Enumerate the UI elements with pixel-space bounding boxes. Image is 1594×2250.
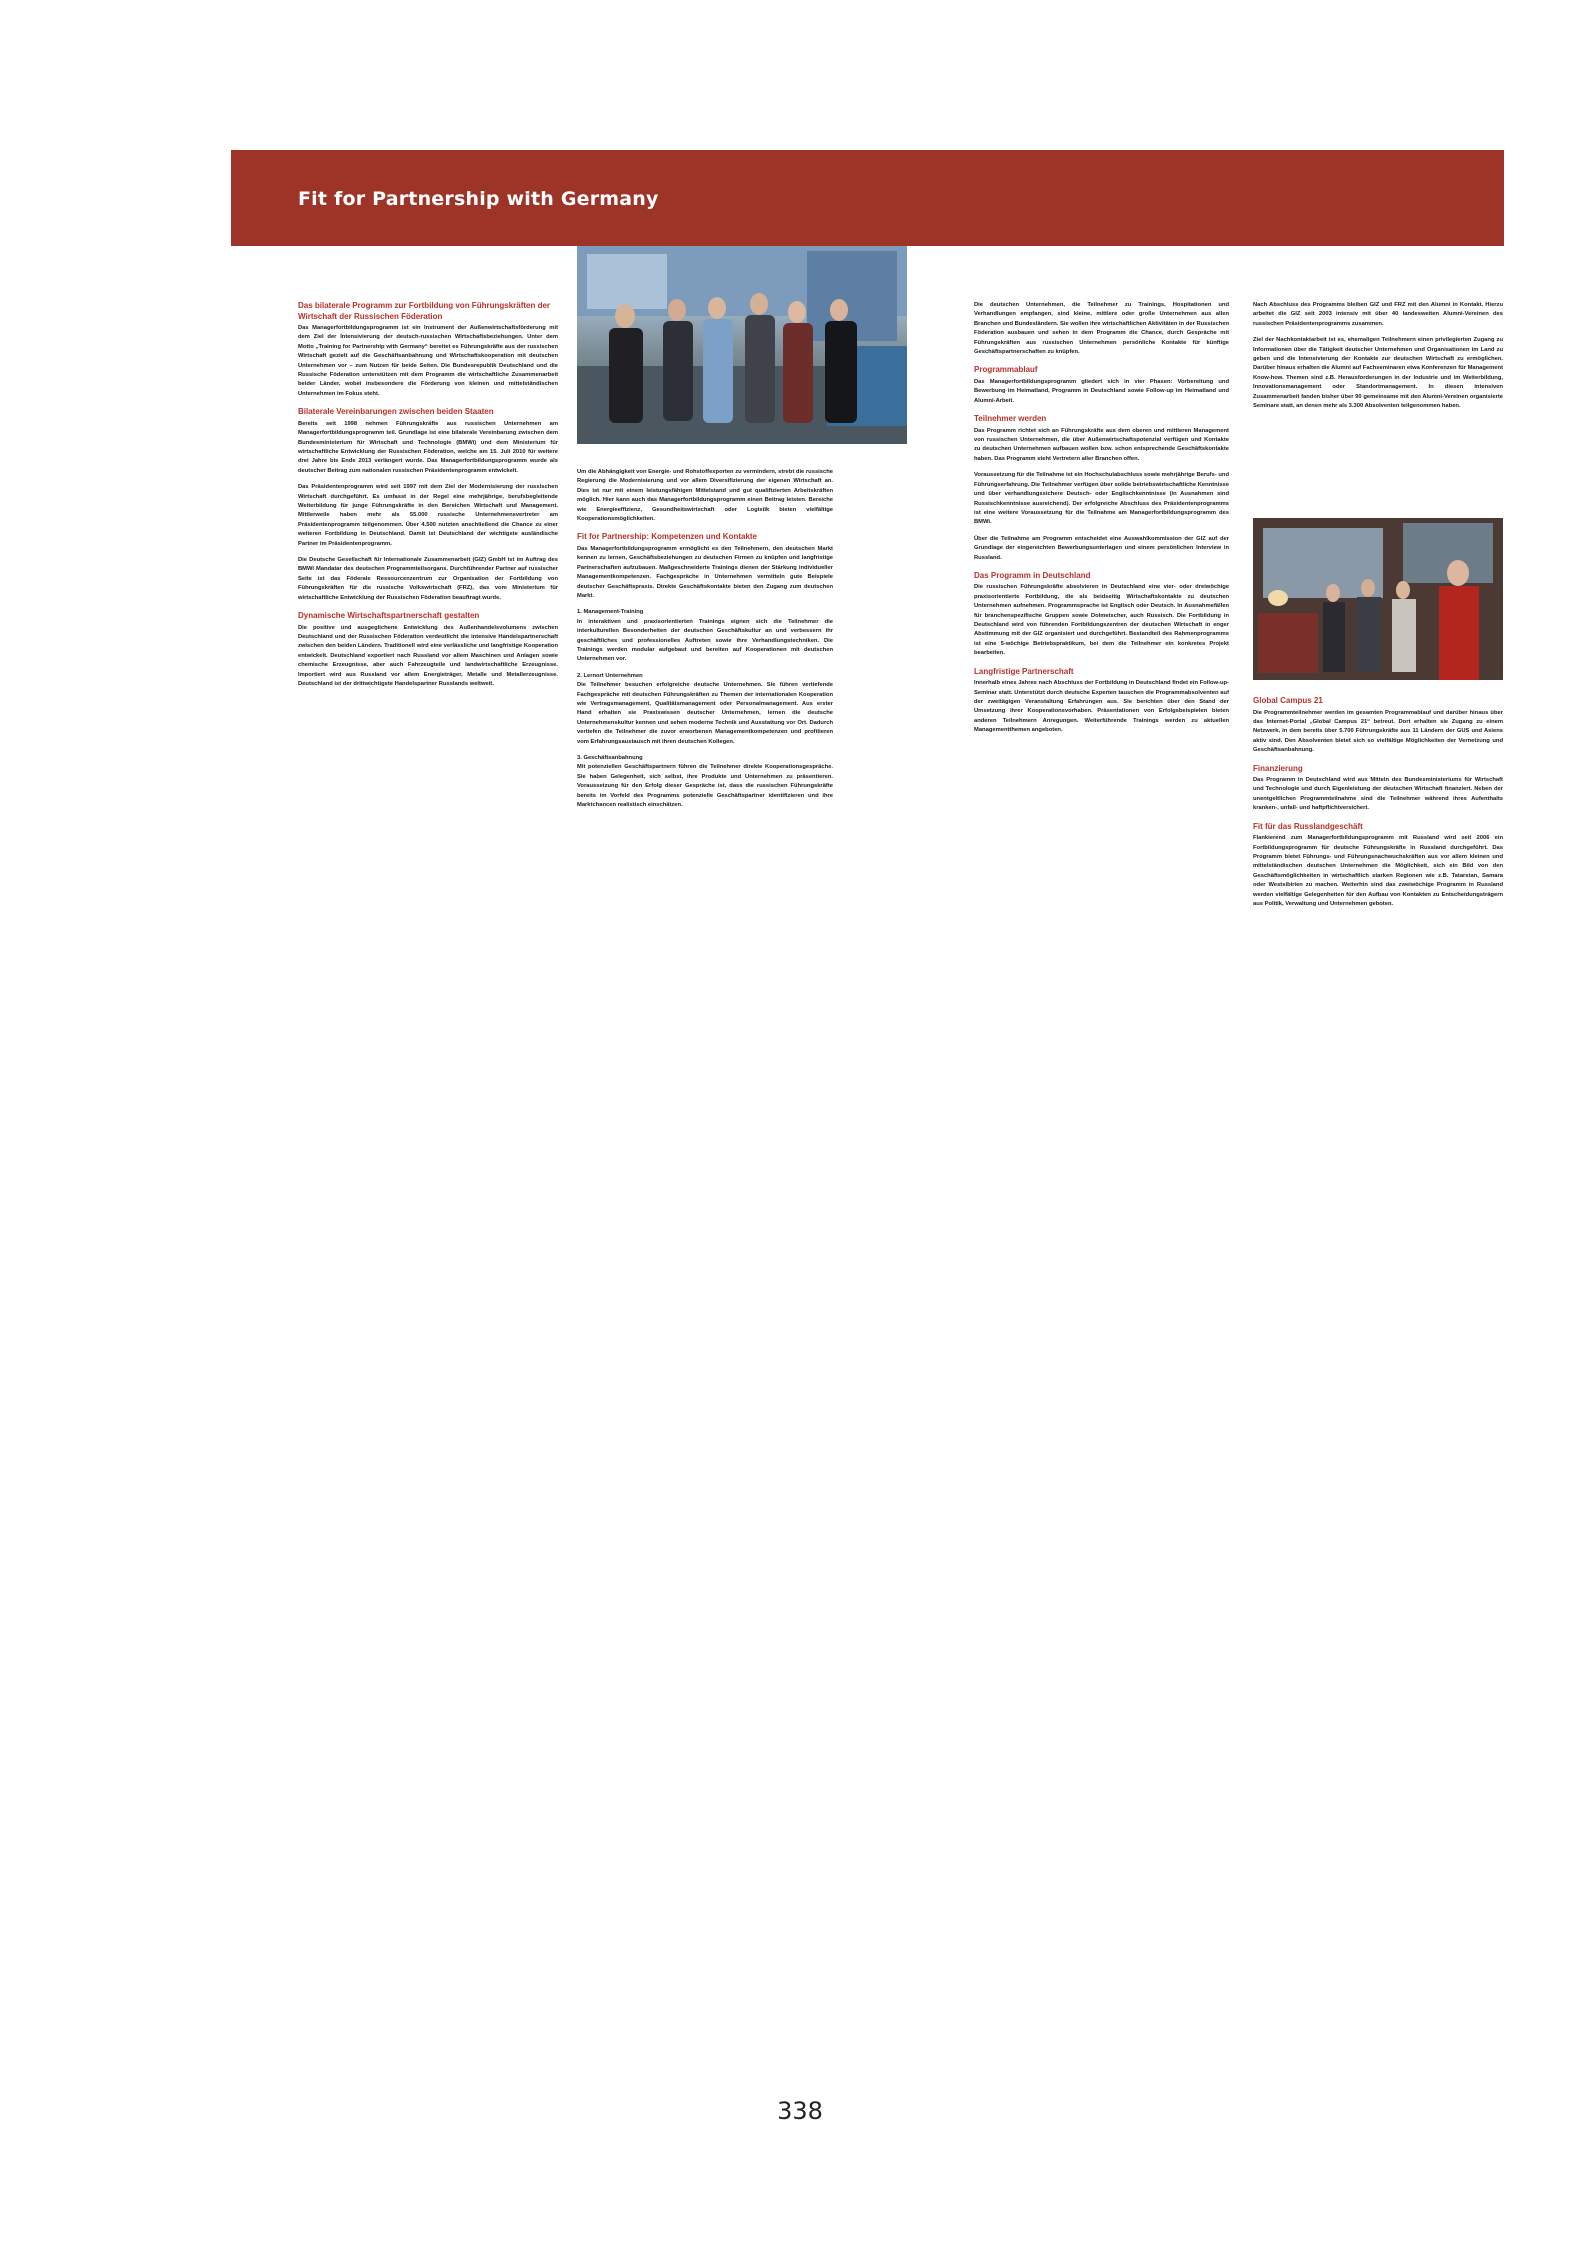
heading-bilaterale-vereinbarungen: Bilaterale Vereinbarungen zwischen beiden Staaten xyxy=(298,407,494,417)
paragraph: Über die Teilnahme am Programm entscheidet eine Auswahlkommission der GIZ auf der Grundlage der eingereichten Bewerbungsunterlagen und einem persönlichen Interview in Russland. xyxy=(974,535,1229,561)
heading-global-campus-21: Global Campus 21 xyxy=(1253,696,1323,705)
heading-langfristige-partnerschaft: Langfristige Partnerschaft xyxy=(974,666,1074,676)
heading-fit-fuer-russlandgeschaeft: Fit für das Russlandgeschäft xyxy=(1253,821,1363,831)
paragraph: Das Managerfortbildungsprogramm ist ein Instrument der Außenwirtschaftsförderung mit dem Ziel der Intensivierung der deutsch-russischen Wirtschaftsbeziehungen. Unter dem Motto „Training for Partnership with Germany“ bereitet es Führungskräfte aus der russischen Wirtschaft gezielt auf die Geschäftsanbahnung und Wirtschaftskooperation mit deutschen Unternehmen vor – zum Nutzen für beide Seiten. Die Bundesrepublik Deutschland und die Russische Föderation unterstützen mit dem Programm die wirtschaftliche Zusammenarbeit beider Länder, wobei insbesondere die Förderung von kleinen und mittelständischen Unternehmen im Fokus steht. xyxy=(298,325,558,397)
paragraph: Bereits seit 1998 nehmen Führungskräfte aus russischen Unternehmen am Managerfortbildungsprogramm teil. Grundlage ist eine bilaterale Vereinbarung zwischen dem Bundesministerium für Wirtschaft und Technologie (BMWi) und dem Ministerium für wirtschaftliche Entwicklung der Russischen Föderation, welche am 15. Juli 2010 für weitere drei Jahre bis Ende 2013 verlängert wurde. Das Managerfortbildungsprogramm wurde als deutscher Beitrag zum nationalen russischen Präsidentenprogramm entwickelt. xyxy=(298,420,558,474)
header-banner xyxy=(231,150,1504,246)
paragraph: Das Managerfortbildungsprogramm gliedert sich in vier Phasen: Vorbereitung und Bewerbung im Heimatland, Programm in Deutschland sowie Follow-up im Heimatland und Alumni-Arbeit. xyxy=(974,378,1229,404)
photo-meeting-room-image xyxy=(1253,518,1503,680)
photo-meeting-room xyxy=(1253,518,1503,680)
paragraph: Die Deutsche Gesellschaft für Internationale Zusammenarbeit (GIZ) GmbH ist im Auftrag des BMWi Mandatar des deutschen Programmteilsorgans. Durchführender Partner auf russischer Seite ist das Föderale Ressourcenzentrum zur Organisation der Fortbildung von Führungskräften für die russische Volkswirtschaft (FRZ), das vom Ministerium für wirtschaftliche Entwicklung der Russischen Föderation beauftragt wurde. xyxy=(298,557,558,601)
text-column-4-top xyxy=(1253,301,1503,418)
paragraph: Ziel der Nachkontaktarbeit ist es, ehemaligen Teilnehmern einen privilegierten Zugang zu Informationen über die Tätigkeit deutscher Unternehmen und Organisationen im Land zu geben und die Intensivierung der Kontakte zur deutschen Wirtschaft zu ermöglichen. Darüber hinaus erhalten die Alumni auf Fachseminaren etwa Konferenzen für Management Know-how. Themen sind z.B. Herausforderungen in der Industrie und im Weiterbildung, Innovationsmanagement oder Standortmanagement. In diesen intensiven Zusammenarbeit fanden bisher über 90 gemeinsame mit den Alumni-Vereinen organisierte Seminare statt, an denen mehr als 3.300 Absolventen teilgenommen haben. xyxy=(1253,337,1503,410)
paragraph: In interaktiven und praxisorientierten Trainings eignen sich die Teilnehmer die interkulturellen Besonderheiten der deutschen Geschäftskultur an und verbessern ihr geschäftliches und professionelles Auftreten sowie ihre Verhandlungstechniken. Die Trainings werden modular aufgebaut und bereiten auf Kooperationen mit deutschen Unternehmen vor. xyxy=(577,618,833,663)
paragraph: Flankierend zum Managerfortbildungsprogramm mit Russland wird seit 2006 ein Fortbildungsprogramm für deutsche Führungskräfte in Russland durchgeführt. Das Programm bietet Führungs- und Führungsnachwuchskräften aus vor allem kleinen und mittelständischen deutschen Unternehmen die Möglichkeit, sich ein Bild von den Geschäftsmöglichkeiten in wirtschaftlich starken Regionen wie z.B. Tatarstan, Samara oder Westsibirien zu machen. Weiterhin sind das zweiwöchige Programm in Russland werden vielfältige Gelegenheiten für den Aufbau von Kontakten zu Entscheidungsträgern aus Politik, Verwaltung und Unternehmen geboten. xyxy=(1253,835,1503,907)
paragraph: Die Programmteilnehmer werden im gesamten Programmablauf und darüber hinaus über das Internet-Portal „Global Campus 21“ betreut. Dort erhalten sie Zugang zu einem Netzwerk, in dem bereits über 5.700 Führungskräfte aus 11 Ländern der GUS und Asiens aktiv sind. Den Absolventen bietet sich so vielfältige Möglichkeiten der Vernetzung und Geschäftsanbahnung. xyxy=(1253,709,1503,754)
text-column-4-bottom xyxy=(1253,696,1503,916)
photo-group-factory xyxy=(577,246,907,444)
paragraph: Die deutschen Unternehmen, die Teilnehmer zu Trainings, Hospitationen und Verhandlungen empfangen, sind kleine, mittlere oder große Unternehmen aus allen Branchen und Bundesländern. Sie wollen ihre wirtschaftlichen Aktivitäten in der Russischen Föderation ausbauen und sehen in dem Programm die Chance, durch Gespräche mit Führungskräften aus russischen Unternehmen persönliche Kontakte für künftige Geschäftspartnerschaften zu knüpfen. xyxy=(974,302,1229,356)
paragraph: Voraussetzung für die Teilnahme ist ein Hochschulabschluss sowie mehrjährige Berufs- und Führungserfahrung. Die Teilnehmer verfügen über solide betriebswirtschaftliche Kenntnisse und über verhandlungssichere Deutsch- oder Englischkenntnisse (in Ausnahmen sind Russischkenntnisse ausreichend). Der erfolgreiche Abschluss des Präsidentenprogramms ist eine weitere Voraussetzung für die Teilnahme am Managerfortbildungsprogramm des BMWi. xyxy=(974,472,1229,526)
paragraph: Mit potenziellen Geschäftspartnern führen die Teilnehmer direkte Kooperationsgespräche. Sie haben Gelegenheit, sich selbst, ihre Produkte und Unternehmen zu präsentieren. Voraussetzung für den Erfolg dieser Gespräche ist, dass die russischen Führungskräfte bereits im Vorfeld des Programms potenzielle Geschäftspartner identifizieren und ihre Marktchancen realistisch einschätzen. xyxy=(577,764,833,809)
subheading-management-training: 1. Management-Training xyxy=(577,609,644,616)
photo-group-factory-image xyxy=(577,246,907,444)
text-column-3 xyxy=(974,301,1229,743)
paragraph: Die russischen Führungskräfte absolvieren in Deutschland eine vier- oder dreiwöchige praxisorientierte Fortbildung, die als beidseitig Wirtschaftskontakte zu deutschen Unternehmen aufnehmen. Programmsprache ist Englisch oder Deutsch. In Ausnahmefällen für branchenspezifische Gruppen sowie Dolmetscher, auch Russisch. Die Fortbildung in Deutschland wird von führenden Fortbildungszentren der deutschen Wirtschaft in enger Abstimmung mit der GIZ organisiert und durchgeführt. Bestandteil des Rahmenprogramms ist eine 5-wöchige Betriebspraktikum, bei dem die Teilnehmer ein konkretes Projekt bearbeiten. xyxy=(974,584,1229,657)
paragraph: Die positive und ausgeglichene Entwicklung des Außenhandelsvolumens zwischen Deutschland und der Russischen Föderation verdeutlicht die intensive Handelspartnerschaft zwischen den beiden Ländern. Traditionell wird eine verlässliche und langfristige Kooperation entwickelt. Deutschland exportiert nach Russland vor allem Maschinen und Anlagen sowie chemische Erzeugnisse, aber auch Fahrzeugteile und landwirtschaftliche Erzeugnisse. Importiert wird aus Russland vor allem Energieträger, Metalle und Metallerzeugnisse. Deutschland ist der drittwichtigste Handelspartner Russlands weltweit. xyxy=(298,624,558,687)
heading-teilnehmer-werden: Teilnehmer werden xyxy=(974,414,1047,424)
text-column-2 xyxy=(577,468,833,818)
paragraph: Das Managerfortbildungsprogramm ermöglicht es den Teilnehmern, den deutschen Markt kennen zu lernen, Geschäftsbeziehungen zu deutschen Firmen zu knüpfen und langfristige Partnerschaften aufzubauen. Maßgeschneiderte Trainings dienen der Stärkung individueller Managementkompetenzen. Fachgespräche in Unternehmen vermitteln gute Beispiele deutscher Geschäftspraxis. Direkte Geschäftskontakte bieten den Zugang zum deutschen Markt. xyxy=(577,545,833,599)
paragraph: Die Teilnehmer besuchen erfolgreiche deutsche Unternehmen. Sie führen vertiefende Fachgespräche mit deutschen Führungskräften zu Themen der internationalen Kooperation wie Vertragsmanagement, Qualitätsmanagement oder Personalmanagement. Aus erster Hand erhalten sie Praxiswissen deutscher Unternehmen, lernen die deutsche Unternehmenskultur kennen und sehen moderne Technik und Ausstattung vor Ort. Dadurch vertiefen die Teilnehmer die zuvor erworbenen Managementkompetenzen und profitieren vom Erfahrungsaustausch mit ihren deutschen Kollegen. xyxy=(577,682,833,745)
heading-programm-in-deutschland: Das Programm in Deutschland xyxy=(974,570,1091,580)
subheading-geschaeftsanbahnung: 3. Geschäftsanbahnung xyxy=(577,755,643,762)
page-number: 338 xyxy=(777,2097,823,2125)
banner-title: Fit for Partnership with Germany xyxy=(298,188,659,210)
heading-programmablauf: Programmablauf xyxy=(974,365,1038,375)
heading-bilaterales-programm: Das bilaterale Programm zur Fortbildung von Führungskräften der Wirtschaft der Russischen Föderation xyxy=(298,301,551,321)
paragraph: Das Präsidentenprogramm wird seit 1997 mit dem Ziel der Modernisierung der russischen Wirtschaft durchgeführt. Es umfasst in der Regel eine mehrjährige, berufsbegleitende Weiterbildung für junge Führungskräfte in den Bereichen Wirtschaft und Management. Mittlerweile haben mehr als 55.000 russische Unternehmensvertreter am Präsidentenprogramm teilgenommen. Über 4.500 nutzten anschließend die Chance zu einer weiteren Fortbildung in Deutschland. Damit ist Deutschland der wichtigste ausländische Partner im Präsidentenprogramm. xyxy=(298,484,558,547)
subheading-lernort-unternehmen: 2. Lernort Unternehmen xyxy=(577,672,643,679)
heading-dynamische-wirtschaftspartnerschaft: Dynamische Wirtschaftspartnerschaft gestalten xyxy=(298,611,480,621)
paragraph: Das Programm in Deutschland wird aus Mitteln des Bundesministeriums für Wirtschaft und Technologie und durch Eigenleistung der deutschen Wirtschaft finanziert. Neben der unentgeltlichen Programmteilnahme sind die Teilnehmer während ihres Aufenthalts kranken-, unfall- und haftpflichtversichert. xyxy=(1253,777,1503,812)
paragraph: Um die Abhängigkeit von Energie- und Rohstoffexporten zu vermindern, strebt die russische Regierung die Modernisierung und vor allem Diversifizierung der eigenen Wirtschaft an. Dies ist nur mit einem leistungsfähigen Mittelstand und gut qualifizierten Arbeitskräften möglich. Hier kann auch das Managerfortbildungsprogramm einen Beitrag leisten. Bereiche wie Energieeffizienz, Gesundheitswirtschaft oder Logistik bieten vielfältige Kooperationsmöglichkeiten. xyxy=(577,469,833,523)
paragraph: Nach Abschluss des Programms bleiben GIZ und FRZ mit den Alumni in Kontakt. Hierzu arbeitet die GIZ seit 2003 intensiv mit über 40 landesweiten Alumni-Vereinen des russischen Präsidentenprogramms zusammen. xyxy=(1253,302,1503,327)
paragraph: Innerhalb eines Jahres nach Abschluss der Fortbildung in Deutschland findet ein Follow-up-Seminar statt. Unterstützt durch deutsche Experten tauschen die Programmabsolventen auf der zweitägigen Veranstaltung Erfahrungen aus. Sie berichten über den Stand der Umsetzung ihrer Kooperationsvorhaben. Präsentationen von Erfolgsbeispielen bieten anderen Teilnehmern Anregungen. Weiterführende Trainings werden zu aktuellen Managementthemen angeboten. xyxy=(974,680,1229,734)
heading-finanzierung: Finanzierung xyxy=(1253,763,1303,773)
paragraph: Das Programm richtet sich an Führungskräfte aus dem oberen und mittleren Management von russischen Unternehmen, die über Außenwirtschaftspotenzial verfügen und Kontakte zu deutschen Unternehmen aufbauen wollen bzw. schon entsprechende Geschäftskontakte haben. Das Programm steht Vertretern aller Branchen offen. xyxy=(974,427,1229,462)
heading-kompetenzen-und-kontakte: Fit for Partnership: Kompetenzen und Kontakte xyxy=(577,532,758,542)
text-column-1 xyxy=(298,301,558,696)
